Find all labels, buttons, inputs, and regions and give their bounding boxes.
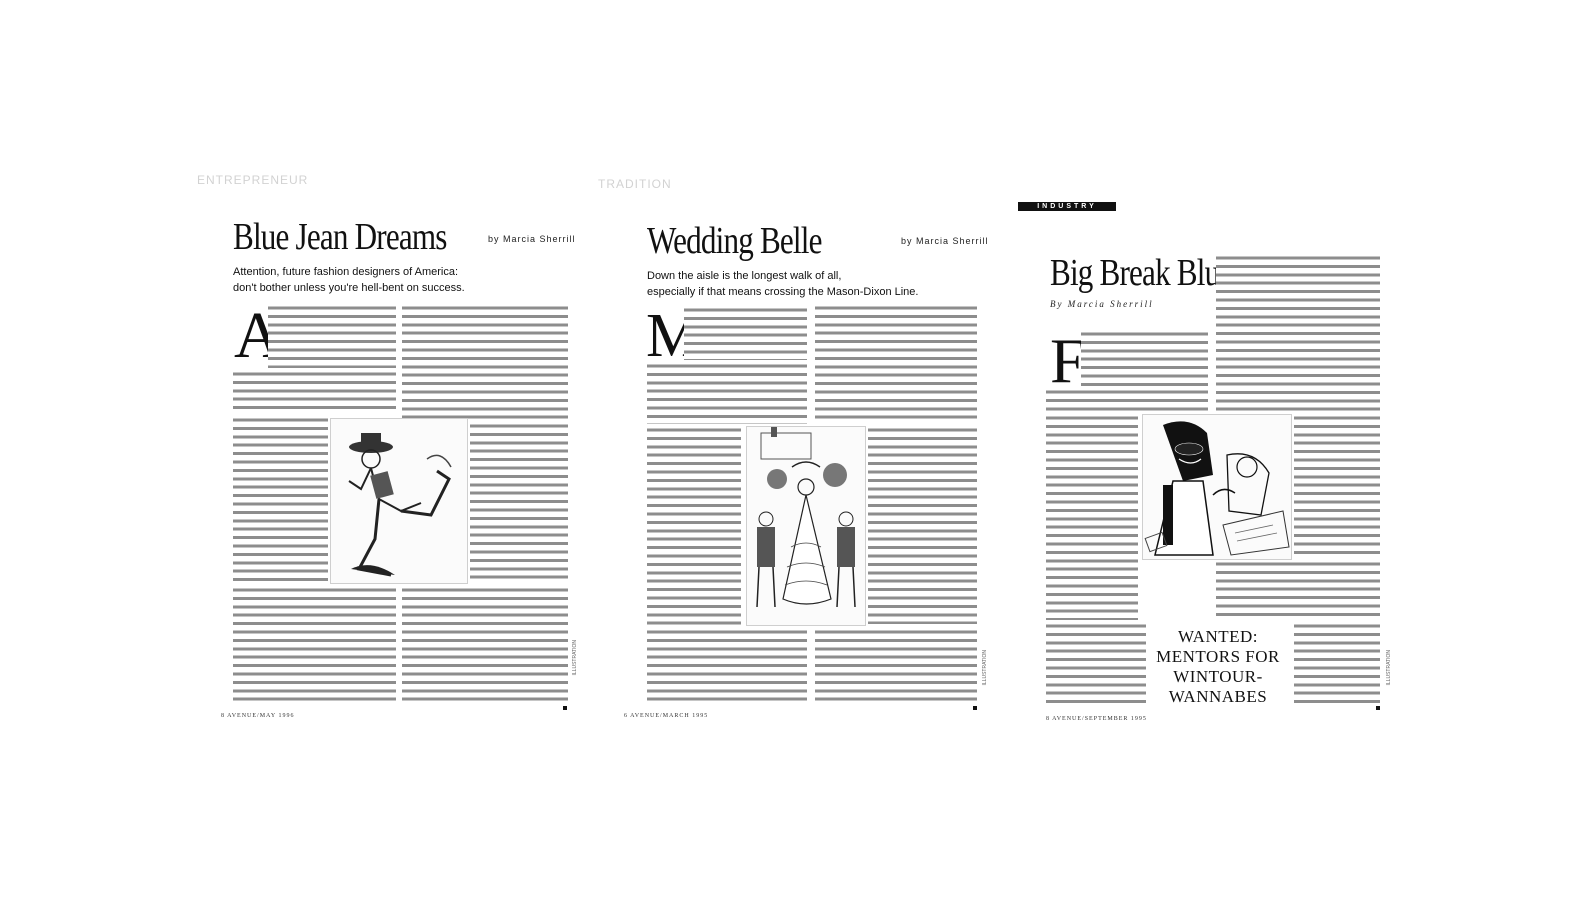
- page-folio: 8 AVENUE/SEPTEMBER 1995: [1046, 716, 1147, 722]
- pull-quote-line: WINTOUR-WANNABES: [1168, 667, 1268, 706]
- body-text-column: [647, 628, 807, 704]
- body-text-column: [1046, 622, 1146, 706]
- article-deck: [233, 264, 563, 296]
- body-text-column: [868, 426, 977, 624]
- fashion-sketch-illustration-drawing: [1143, 415, 1291, 559]
- body-text-column: [684, 306, 807, 360]
- article-headline: Wedding Belle: [647, 220, 822, 262]
- illustration-credit: ILLUSTRATION: [982, 650, 988, 686]
- cowboy-illustration-icon: [330, 418, 468, 584]
- end-mark: [1376, 706, 1380, 710]
- article-byline: by Marcia Sherrill: [488, 234, 576, 244]
- drop-cap: F: [1050, 325, 1086, 396]
- body-text-column: [1046, 388, 1208, 412]
- body-text-column: [647, 362, 807, 424]
- drop-cap: M: [646, 302, 702, 370]
- section-label-entrepreneur: ENTREPRENEUR: [197, 173, 309, 187]
- body-text-column: [815, 628, 977, 704]
- body-text-column: [1294, 622, 1380, 706]
- cowboy-illustration-drawing: [331, 419, 467, 583]
- article-headline: Blue Jean Dreams: [233, 216, 447, 258]
- section-label-tradition: TRADITION: [598, 177, 672, 191]
- body-text-column: [402, 304, 568, 420]
- deck-line: Down the aisle is the longest walk of all,: [647, 270, 842, 282]
- body-text-column: [233, 416, 328, 584]
- deck-line: don't bother unless you're hell-bent on success.: [233, 282, 465, 294]
- body-text-column: [647, 426, 741, 626]
- page-folio: 6 AVENUE/MARCH 1995: [624, 713, 709, 719]
- fashion-sketch-illustration-icon: [1142, 414, 1292, 560]
- pull-quote-line: WANTED: MENTORS FOR: [1156, 627, 1280, 666]
- bride-illustration-drawing: [747, 427, 865, 625]
- body-text-column: [1081, 330, 1208, 386]
- pull-quote: [1146, 627, 1290, 707]
- body-text-column: [1294, 414, 1380, 558]
- deck-line: Attention, future fashion designers of America:: [233, 266, 459, 278]
- body-text-column: [268, 304, 396, 368]
- body-text-column: [1046, 414, 1138, 620]
- body-text-column: [402, 586, 568, 704]
- body-text-column: [1216, 254, 1380, 412]
- body-text-column: [1216, 560, 1380, 620]
- article-deck: [647, 268, 977, 300]
- body-text-column: [233, 370, 396, 414]
- article-byline: by Marcia Sherrill: [901, 236, 989, 246]
- body-text-column: [470, 422, 568, 582]
- end-mark: [973, 706, 977, 710]
- body-text-column: [233, 586, 396, 704]
- body-text-column: [815, 304, 977, 424]
- drop-cap: A: [234, 299, 282, 372]
- bride-illustration-icon: [746, 426, 866, 626]
- end-mark: [563, 706, 567, 710]
- illustration-credit: ILLUSTRATION: [572, 640, 578, 676]
- illustration-credit: ILLUSTRATION: [1386, 650, 1392, 686]
- page-folio: 8 AVENUE/MAY 1996: [221, 713, 295, 719]
- section-label-industry: INDUSTRY: [1018, 202, 1116, 211]
- article-headline: Big Break Blues: [1050, 252, 1244, 294]
- article-byline: By Marcia Sherrill: [1050, 299, 1154, 309]
- deck-line: especially if that means crossing the Mason-Dixon Line.: [647, 286, 919, 298]
